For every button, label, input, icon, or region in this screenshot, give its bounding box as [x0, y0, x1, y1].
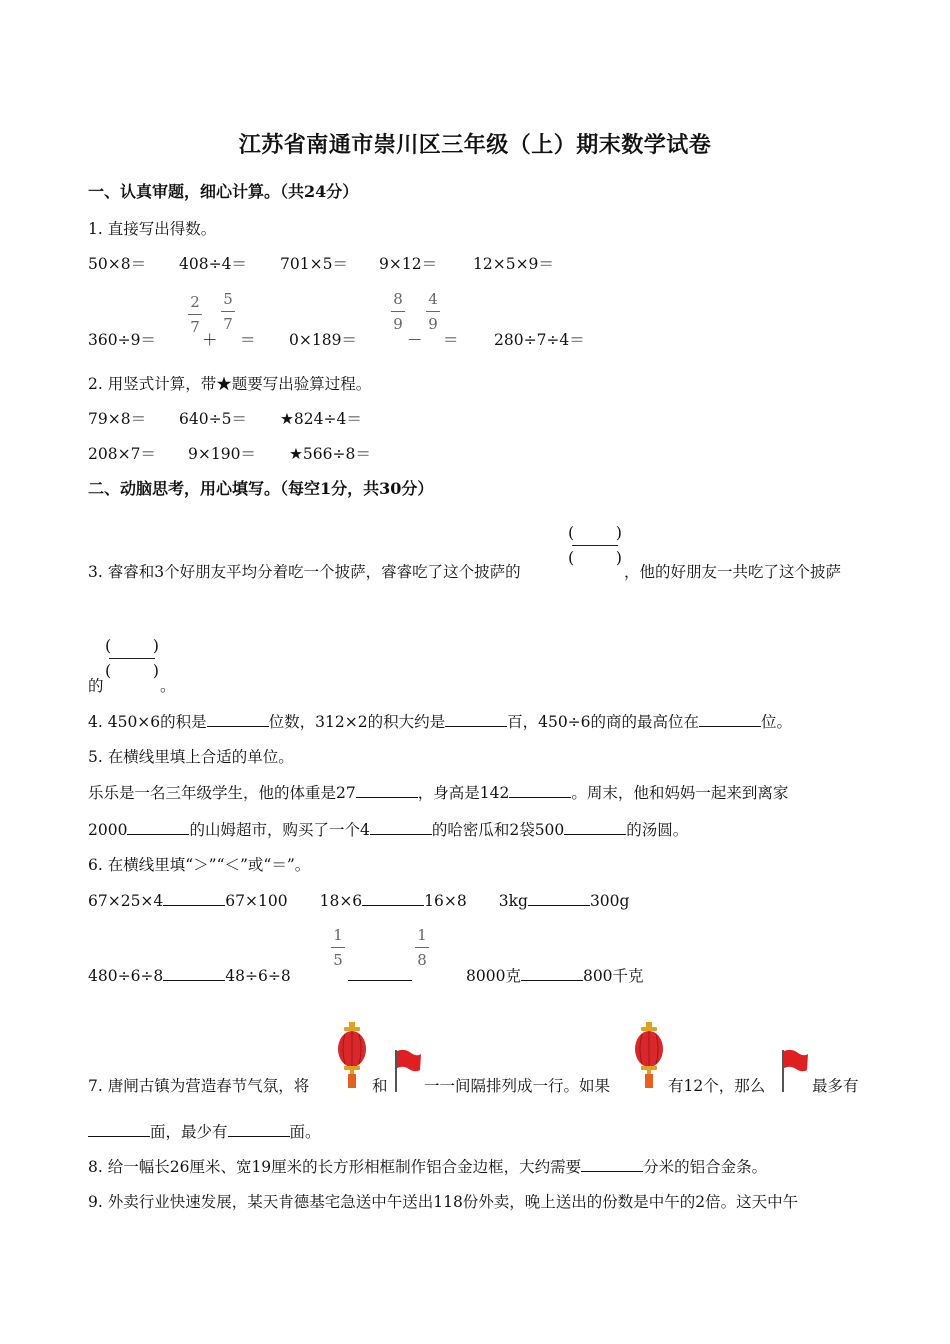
q2-item: 640÷5＝ [179, 410, 247, 428]
q2-label: 2. 用竖式计算，带★题要写出验算过程。 [88, 375, 372, 393]
q6-text: 48÷6÷8 [225, 967, 291, 985]
q6-text: 67×25×4 [88, 892, 164, 910]
q8-text: 8. 给一幅长26厘米、宽19厘米的长方形相框制作铝合金边框，大约需要 [88, 1158, 582, 1176]
fraction-denominator: 5 [333, 951, 343, 969]
q1-item: 360÷9＝ [88, 331, 156, 349]
q6-line [88, 891, 629, 911]
paren-open: ( [105, 661, 112, 680]
q5-text: 乐乐是一名三年级学生，他的体重是27 [88, 784, 356, 802]
fraction [415, 926, 429, 969]
paren-close: ) [615, 523, 622, 542]
q5-label: 5. 在横线里填上合适的单位。 [88, 748, 294, 766]
answer-fraction [105, 636, 159, 681]
q6-text: 300g [589, 892, 630, 910]
q6-line [88, 966, 291, 986]
fraction-denominator: 7 [223, 315, 233, 333]
q5-text: ，身高是142 [417, 784, 510, 802]
q4-text: 百，450÷6的商的最高位在 [507, 713, 700, 731]
q3-text: 的 [88, 677, 104, 695]
q5-text: 的汤圆。 [626, 821, 689, 839]
answer-blank[interactable] [356, 783, 418, 798]
plus-sign: ＋ [202, 331, 218, 349]
q2-item: ★566÷8＝ [289, 445, 371, 463]
answer-blank[interactable] [509, 783, 571, 798]
q7-text: 和 [372, 1077, 388, 1095]
q5-line [88, 783, 788, 803]
paren-close: ) [152, 661, 159, 680]
q4-line [88, 712, 792, 732]
page-title: 江苏省南通市崇川区三年级（上）期末数学试卷 [238, 132, 712, 158]
section1-heading: 一、认真审题，细心计算。（共24分） [88, 182, 359, 201]
q5-text: 的哈密瓜和2袋500 [431, 821, 565, 839]
q1-item: 0×189＝ [289, 331, 357, 349]
q1-item: 9×12＝ [379, 255, 438, 273]
q7-text: 最多有 [812, 1077, 859, 1095]
answer-blank[interactable] [228, 1122, 290, 1137]
q6-text: 480÷6÷8 [88, 967, 164, 985]
fraction-numerator: 2 [190, 293, 200, 311]
lantern-icon [634, 1022, 664, 1090]
fraction [331, 926, 345, 969]
equals-sign: ＝ [443, 331, 459, 349]
paren-open: ( [568, 548, 575, 567]
fraction-denominator: 9 [428, 315, 438, 333]
answer-blank[interactable] [362, 891, 424, 906]
q7-text: 7. 唐闸古镇为营造春节气氛，将 [88, 1077, 310, 1095]
q7-text: 有12个，那么 [668, 1077, 766, 1095]
q6-text: 8000克 [466, 967, 521, 985]
q5-text: 2000 [88, 821, 128, 839]
fraction-numerator: 4 [428, 290, 438, 308]
fraction-denominator: 7 [190, 318, 200, 336]
q8-line [88, 1157, 767, 1177]
q1-item: 701×5＝ [280, 255, 348, 273]
q6-line [466, 966, 644, 986]
red-flag-icon [780, 1048, 810, 1092]
q1-label: 1. 直接写出得数。 [88, 220, 217, 238]
answer-fraction [568, 523, 622, 568]
q3-text: 3. 睿睿和3个好朋友平均分着吃一个披萨，睿睿吃了这个披萨的 [88, 563, 521, 581]
answer-blank[interactable] [528, 891, 590, 906]
fraction [221, 290, 235, 333]
q6-text: 800千克 [582, 967, 644, 985]
paren-open: ( [105, 636, 112, 655]
q5-text: 的山姆超市，购买了一个4 [189, 821, 370, 839]
fraction-numerator: 1 [417, 926, 427, 944]
q7-text: 面，最少有 [150, 1123, 228, 1141]
q6-text: 67×100 [225, 892, 288, 910]
paren-close: ) [152, 636, 159, 655]
fraction [391, 290, 405, 333]
q3-text: ，他的好朋友一共吃了这个披萨 [624, 563, 842, 581]
q6-line [348, 966, 412, 986]
q1-item: 12×5×9＝ [473, 255, 554, 273]
q4-text: 位数，312×2的积大约是 [268, 713, 446, 731]
answer-blank[interactable] [207, 712, 269, 727]
fraction-denominator: 9 [393, 315, 403, 333]
q7-text: 面。 [289, 1123, 321, 1141]
q4-text: 4. 450×6的积是 [88, 713, 207, 731]
answer-blank[interactable] [88, 1122, 150, 1137]
answer-blank[interactable] [163, 891, 225, 906]
q6-text: 16×8 [424, 892, 467, 910]
q3-text: 。 [160, 677, 176, 695]
answer-blank[interactable] [163, 966, 225, 981]
answer-blank[interactable] [348, 966, 412, 981]
q1-item: 408÷4＝ [179, 255, 247, 273]
q5-text: 。周末，他和妈妈一起来到离家 [571, 784, 789, 802]
answer-blank[interactable] [564, 820, 626, 835]
answer-blank[interactable] [370, 820, 432, 835]
equals-sign: ＝ [240, 331, 256, 349]
fraction-numerator: 1 [333, 926, 343, 944]
q8-text: 分米的铝合金条。 [643, 1158, 768, 1176]
paren-open: ( [568, 523, 575, 542]
answer-blank[interactable] [521, 966, 583, 981]
red-flag-icon [393, 1048, 423, 1092]
lantern-icon [337, 1022, 367, 1090]
fraction-denominator: 8 [417, 951, 427, 969]
fraction [426, 290, 440, 333]
q7-line [88, 1122, 321, 1142]
fraction-numerator: 5 [223, 290, 233, 308]
q6-text: 18×6 [319, 892, 363, 910]
minus-sign: － [407, 331, 423, 349]
paren-close: ) [615, 548, 622, 567]
q2-item: ★824÷4＝ [280, 410, 362, 428]
q4-text: 位。 [761, 713, 793, 731]
fraction-numerator: 8 [393, 290, 403, 308]
fraction [188, 293, 202, 336]
section2-heading: 二、动脑思考，用心填写。（每空1分，共30分） [88, 479, 434, 498]
answer-blank[interactable] [127, 820, 189, 835]
q9-text: 9. 外卖行业快速发展，某天肯德基宅急送中午送出118份外卖，晚上送出的份数是中午的2倍。这天中午 [88, 1193, 799, 1211]
answer-blank[interactable] [445, 712, 507, 727]
q2-item: 79×8＝ [88, 410, 147, 428]
answer-blank[interactable] [581, 1157, 643, 1172]
q5-line [88, 820, 688, 840]
answer-blank[interactable] [699, 712, 761, 727]
q1-item: 280÷7÷4＝ [494, 331, 585, 349]
q2-item: 9×190＝ [188, 445, 256, 463]
q7-text: 一一间隔排列成一行。如果 [424, 1077, 611, 1095]
q6-text: 3kg [498, 892, 528, 910]
q2-item: 208×7＝ [88, 445, 156, 463]
q6-label: 6. 在横线里填“＞”“＜”或“＝”。 [88, 856, 311, 874]
q1-item: 50×8＝ [88, 255, 147, 273]
